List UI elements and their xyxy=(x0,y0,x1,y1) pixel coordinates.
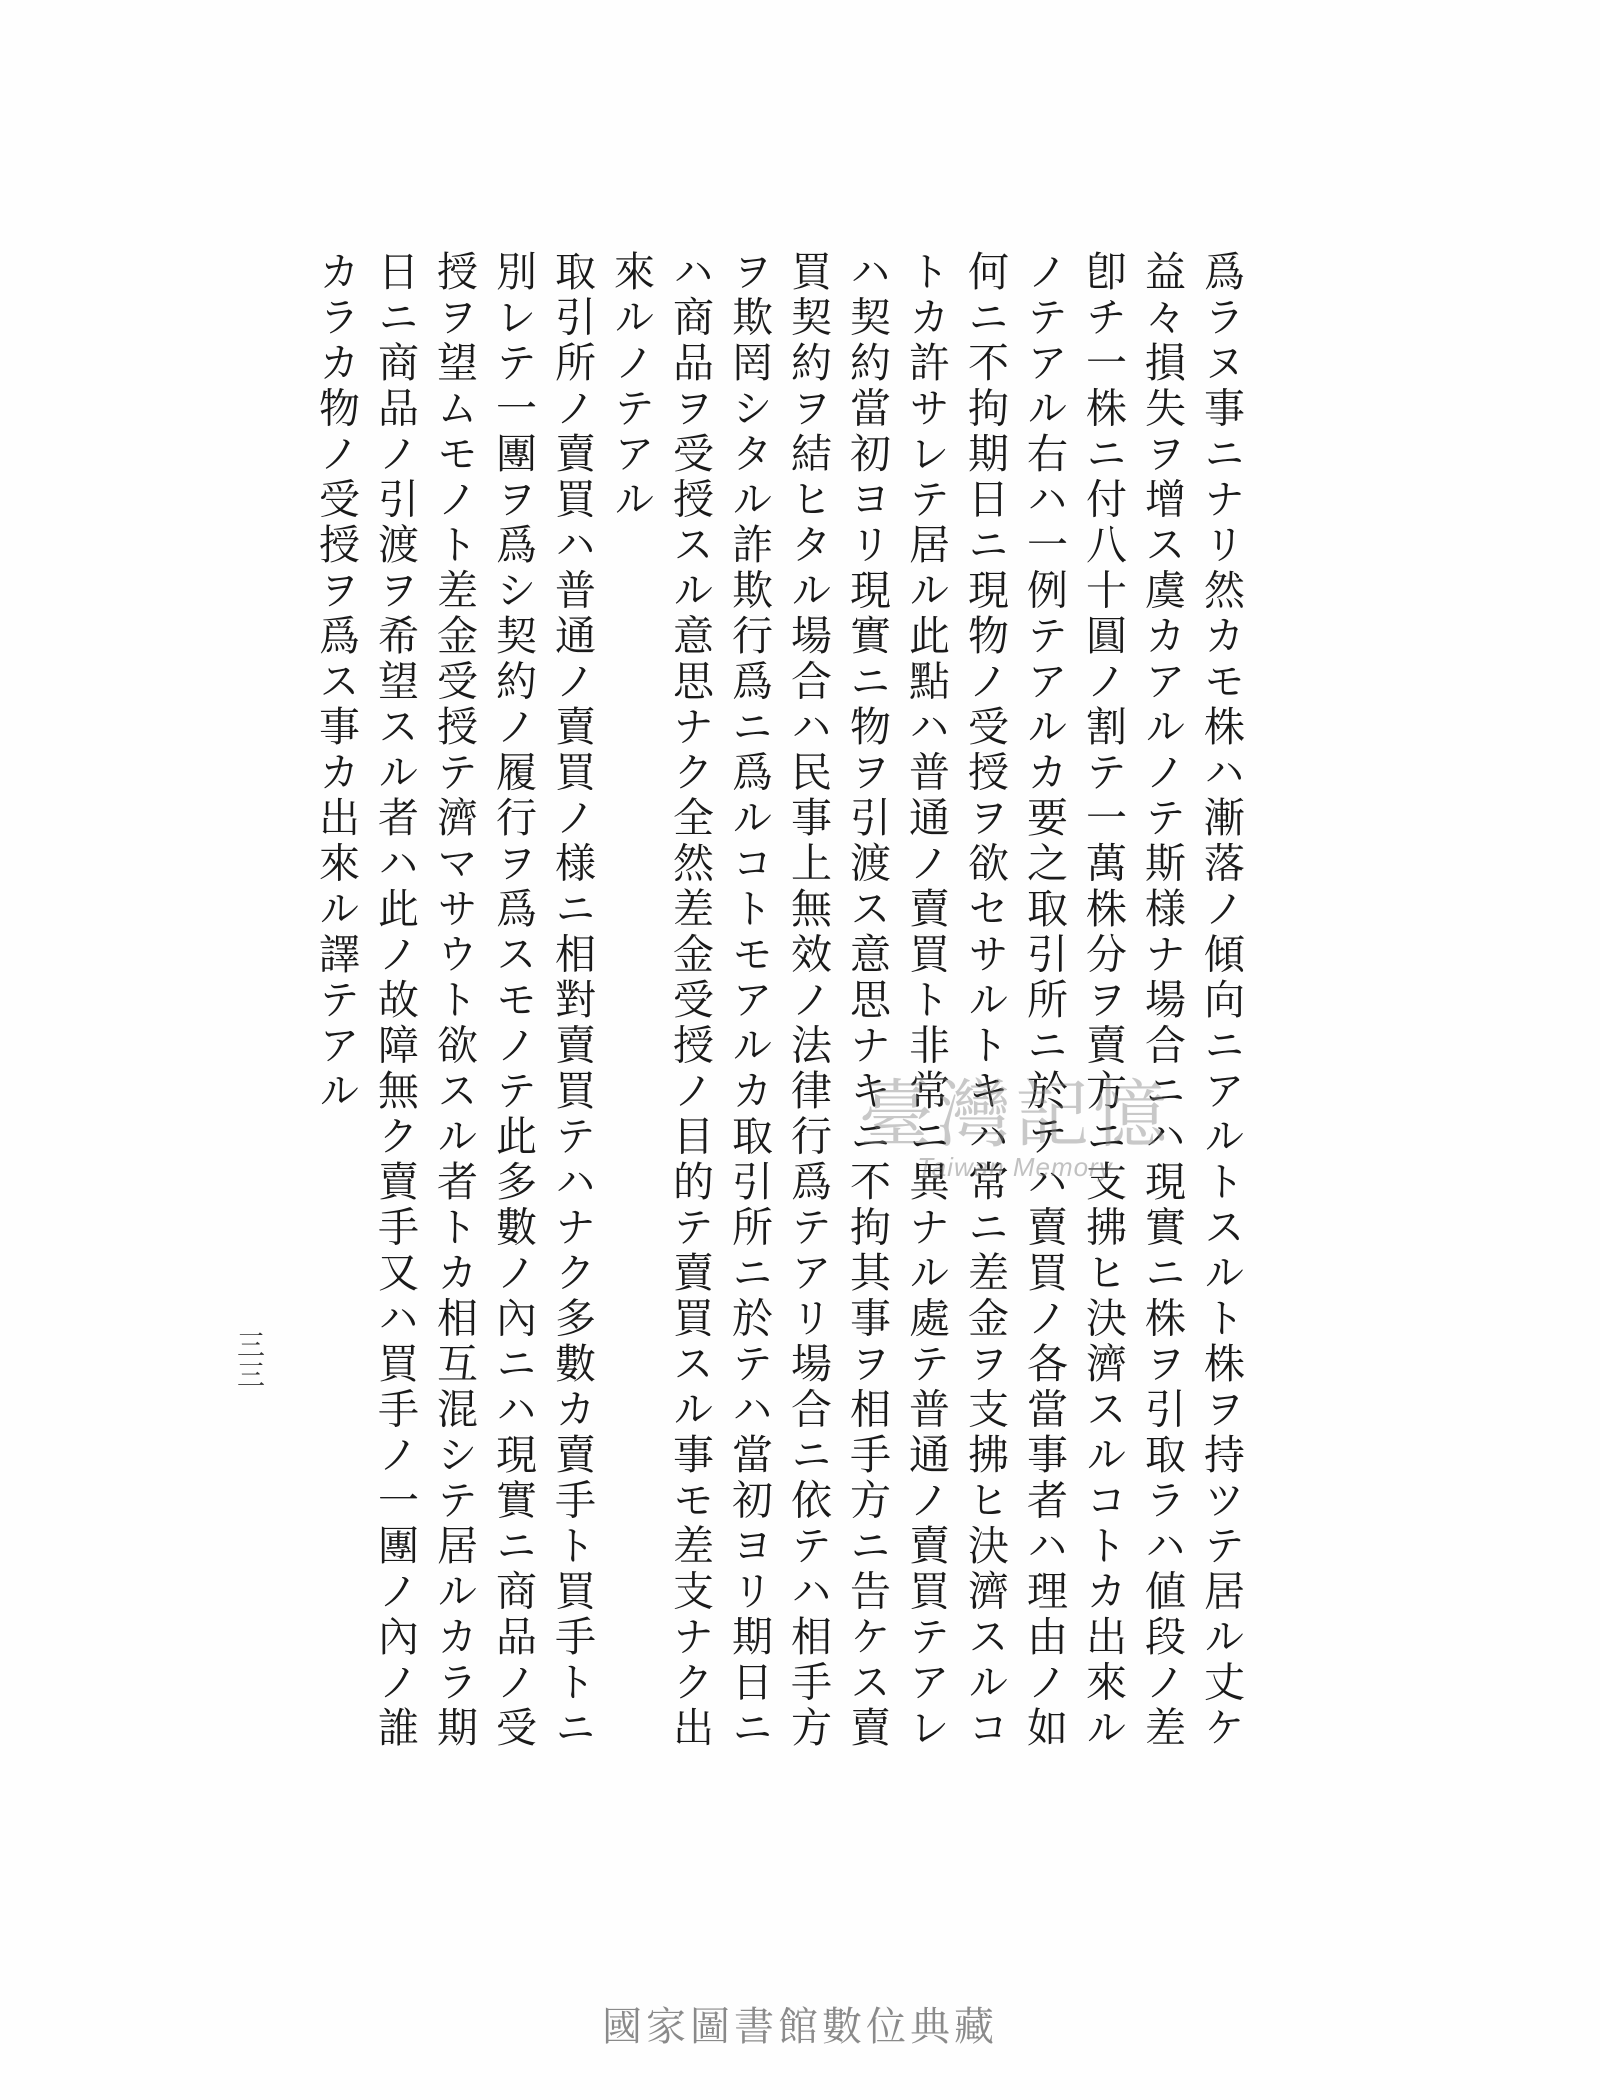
text-column: ハ商品ヲ受授スル意思ナク全然差金受授ノ目的テ賣買スル事モ差支ナク出 xyxy=(666,250,714,1752)
text-column: 日ニ商品ノ引渡ヲ希望スル者ハ此ノ故障無ク賣手又ハ買手ノ一團ノ內ノ誰 xyxy=(371,250,419,1752)
watermark-title: 臺灣記憶 xyxy=(859,1072,1171,1158)
text-column: 授ヲ望ムモノト差金受授テ濟マサウト欲スル者トカ相互混シテ居ルカラ期 xyxy=(430,250,478,1752)
page-number: 三三 xyxy=(233,1330,266,1390)
footer-credit: 國家圖書館數位典藏 xyxy=(602,2004,998,2050)
vertical-text-body xyxy=(300,250,1250,1810)
text-column: 來ルノテアル xyxy=(607,250,655,523)
text-column: 卽チ一株ニ付八十圓ノ割テ一萬株分ヲ賣方ニ支拂ヒ決濟スルコトカ出來ル xyxy=(1079,250,1127,1752)
watermark-subtitle: Taiwan Memory xyxy=(917,1152,1113,1182)
text-column: 買契約ヲ結ヒタル場合ハ民事上無效ノ法律行爲テアリ場合ニ依テハ相手方 xyxy=(784,250,832,1752)
text-column: トカ許サレテ居ル此點ハ普通ノ賣買ト非常ニ異ナル處テ普通ノ賣買テアレ xyxy=(902,250,950,1752)
text-column: ノテアル右ハ一例テアルカ要之取引所ニ於テハ賣買ノ各當事者ハ理由ノ如 xyxy=(1020,250,1068,1752)
text-column: カラカ物ノ受授ヲ爲ス事カ出來ル譯テアル xyxy=(312,250,360,1115)
text-column: 益々損失ヲ增ス虞カアルノテ斯様ナ場合ニハ現實ニ株ヲ引取ラハ値段ノ差 xyxy=(1138,250,1186,1752)
text-column: ハ契約當初ヨリ現實ニ物ヲ引渡ス意思ナキニ不拘其事ヲ相手方ニ告ケス賣 xyxy=(843,250,891,1752)
text-column: 何ニ不拘期日ニ現物ノ受授ヲ欲セサルトキハ常ニ差金ヲ支拂ヒ決濟スルコ xyxy=(961,250,1009,1752)
text-column: ヲ欺罔シタル詐欺行爲ニ爲ルコトモアルカ取引所ニ於テハ當初ヨリ期日ニ xyxy=(725,250,773,1752)
text-column: 爲ラヌ事ニナリ然カモ株ハ漸落ノ傾向ニアルトスルト株ヲ持ツテ居ル丈ケ xyxy=(1197,250,1245,1752)
text-column: 取引所ノ賣買ハ普通ノ賣買ノ様ニ相對賣買テハナク多數カ賣手ト買手トニ xyxy=(548,250,596,1752)
text-column: 別レテ一團ヲ爲シ契約ノ履行ヲ爲スモノテ此多數ノ內ニハ現實ニ商品ノ受 xyxy=(489,250,537,1752)
